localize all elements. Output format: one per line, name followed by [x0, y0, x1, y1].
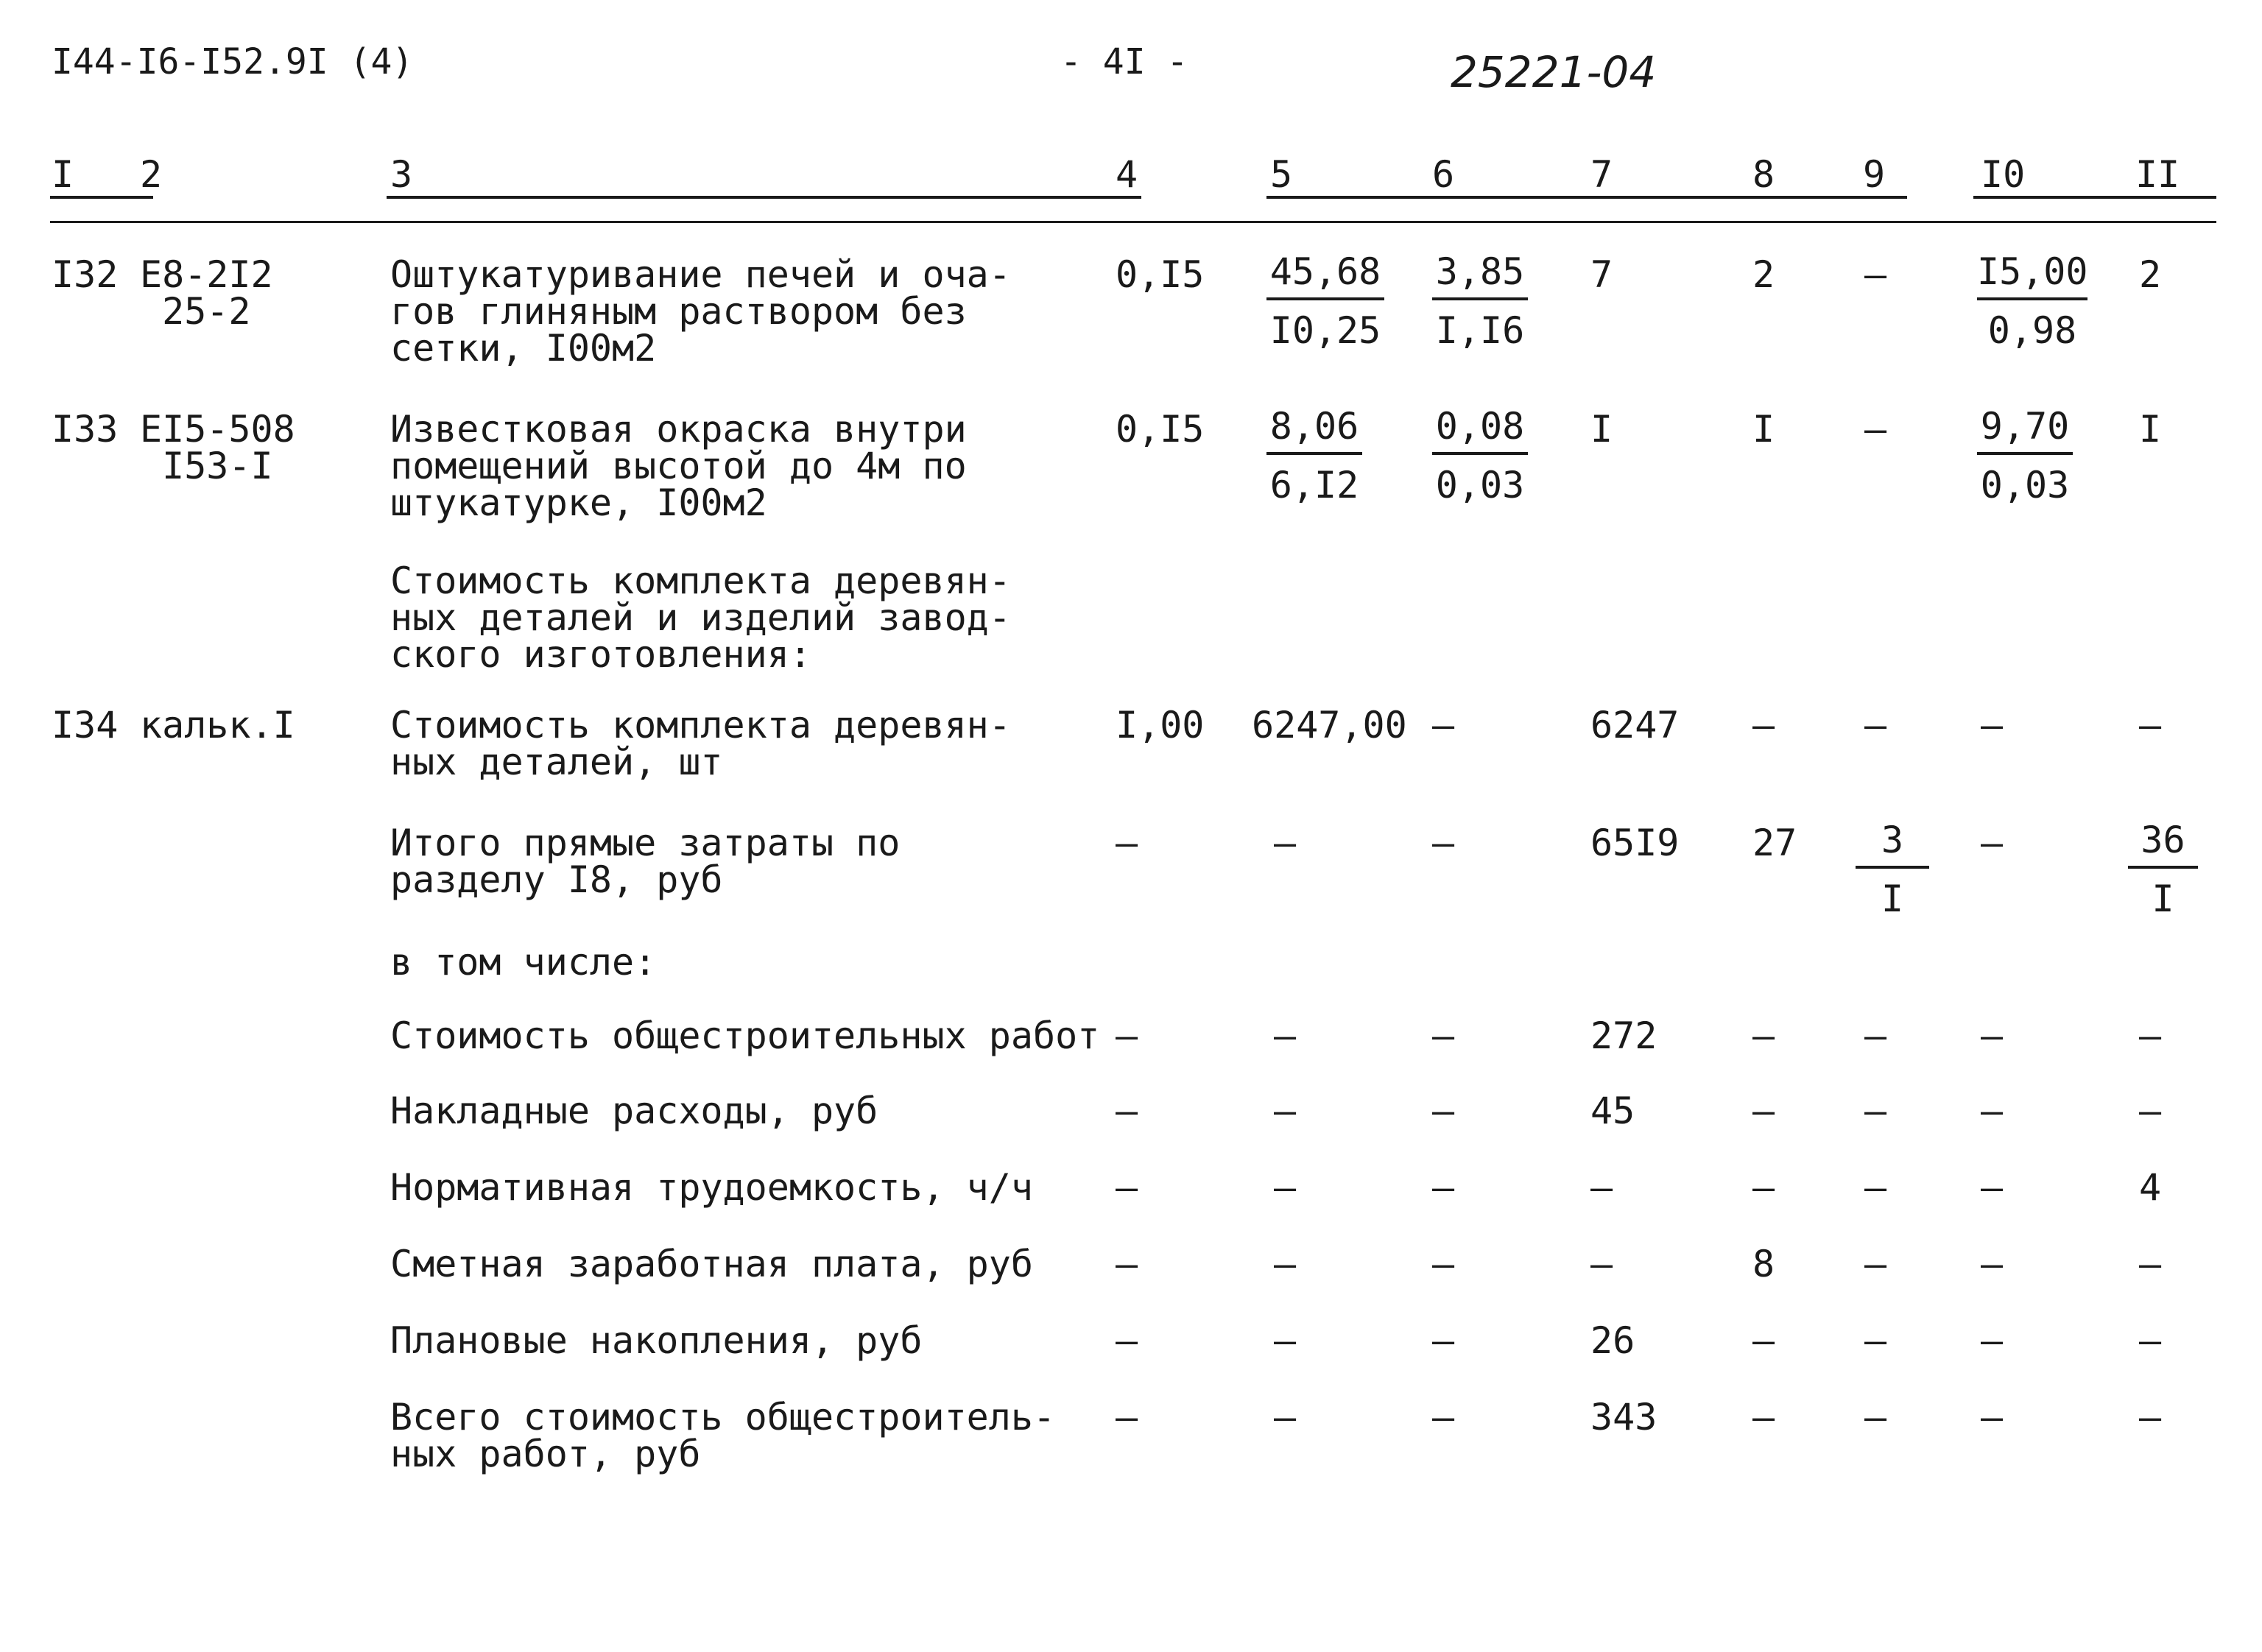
column-11-value: –: [2139, 1396, 2162, 1439]
column-4-value: –: [1116, 1090, 1138, 1132]
quantity: 0,I5: [1116, 408, 1205, 451]
column-11-value: 2: [2139, 253, 2162, 296]
header-underline: [50, 196, 153, 199]
norm-code: EI5-508 I53-I: [140, 408, 295, 487]
column-header-11: II: [2135, 153, 2180, 196]
total-cost: 26: [1590, 1319, 1635, 1362]
column-6-value: –: [1432, 1090, 1455, 1132]
fraction-bottom: I,I6: [1435, 309, 1525, 352]
breakdown-label: Сметная заработная плата, руб: [390, 1243, 1033, 1285]
including-label: в том числе:: [390, 941, 657, 984]
column-9-value: –: [1864, 704, 1887, 746]
column-9-value: –: [1864, 1319, 1887, 1362]
unit-cost-fraction: [1266, 247, 1384, 356]
column-9-value: –: [1864, 1396, 1887, 1439]
fraction-top: 3,85: [1432, 247, 1528, 300]
column-6-value: –: [1432, 1319, 1455, 1362]
quantity: 0,I5: [1116, 253, 1205, 296]
row-number: I32: [52, 253, 119, 296]
column-11-value: –: [2139, 1090, 2162, 1132]
column-9-fraction: [1856, 816, 1929, 925]
column-9-value: –: [1864, 1166, 1887, 1209]
labor-fraction: [1977, 402, 2073, 511]
fraction-bottom: I0,25: [1269, 309, 1381, 352]
breakdown-label: Нормативная трудоемкость, ч/ч: [390, 1166, 1033, 1209]
breakdown-label: Накладные расходы, руб: [390, 1090, 878, 1132]
fraction-bottom: 0,03: [1980, 464, 2070, 506]
column-4-value: –: [1116, 822, 1138, 864]
row-number: I33: [52, 408, 119, 451]
column-4-value: –: [1116, 1396, 1138, 1439]
fraction-top: 9,70: [1977, 402, 2073, 455]
total-cost: 6247: [1590, 704, 1680, 746]
column-header-6: 6: [1432, 153, 1455, 196]
fraction-top: I5,00: [1977, 247, 2087, 300]
column-header-9: 9: [1863, 153, 1886, 196]
column-10-value: –: [1981, 1166, 2004, 1209]
column-10-value: –: [1981, 1243, 2004, 1285]
wages: –: [1752, 704, 1775, 746]
section-subheading: Стоимость комплекта деревян- ных деталей и изделий завод- ского изготовления:: [390, 560, 1011, 676]
total-cost: –: [1590, 1166, 1613, 1209]
column-11-fraction: [2128, 816, 2198, 925]
fraction-bottom: 0,03: [1435, 464, 1525, 506]
wages: 2: [1752, 253, 1775, 296]
column-11-value: 4: [2139, 1166, 2162, 1209]
fraction-top: 45,68: [1266, 247, 1384, 300]
labor-fraction: [1977, 247, 2087, 356]
column-10-value: –: [1981, 1319, 2004, 1362]
wages: 27: [1752, 822, 1797, 864]
column-9-value: –: [1864, 1090, 1887, 1132]
norm-code: E8-2I2 25-2: [140, 253, 273, 333]
column-11-value: –: [2139, 1014, 2162, 1057]
fraction-bottom: 0,98: [1987, 309, 2077, 352]
page-number: - 4I -: [1060, 41, 1188, 82]
total-cost: I: [1590, 408, 1613, 451]
fraction-bottom: I: [2152, 878, 2174, 920]
fraction-top: 36: [2128, 816, 2198, 869]
machine-cost: –: [1432, 704, 1455, 746]
column-6-value: –: [1432, 1243, 1455, 1285]
header-rule: [50, 221, 2216, 223]
wages: –: [1752, 1090, 1775, 1132]
column-header-4: 4: [1116, 153, 1138, 196]
column-11-value: –: [2139, 1319, 2162, 1362]
column-header-7: 7: [1590, 153, 1613, 196]
breakdown-label: Плановые накопления, руб: [390, 1319, 923, 1362]
machine-cost-fraction: [1432, 402, 1528, 511]
column-9-value: –: [1864, 1243, 1887, 1285]
column-4-value: –: [1116, 1243, 1138, 1285]
column-4-value: –: [1116, 1166, 1138, 1209]
row-number: I34: [52, 704, 119, 746]
work-name: Оштукатуривание печей и оча- гов глиняным раствором без сетки, I00м2: [390, 253, 1011, 370]
column-10-value: –: [1981, 1014, 2004, 1057]
column-11-value: –: [2139, 704, 2162, 746]
column-header-10: I0: [1981, 153, 2026, 196]
fraction-top: 8,06: [1266, 402, 1362, 455]
column-10-value: –: [1981, 1396, 2004, 1439]
wages: –: [1752, 1014, 1775, 1057]
column-5-value: –: [1274, 1090, 1297, 1132]
fraction-top: 3: [1856, 816, 1929, 869]
unit-cost-fraction: [1266, 402, 1362, 511]
column-9-value: –: [1864, 408, 1887, 451]
total-cost: 343: [1590, 1396, 1657, 1439]
column-header-2: 2: [140, 153, 163, 196]
header-underline: [1973, 196, 2216, 199]
column-6-value: –: [1432, 1014, 1455, 1057]
summary-label: Итого прямые затраты по разделу I8, руб: [390, 822, 901, 901]
machine-cost-fraction: [1432, 247, 1528, 356]
wages: –: [1752, 1319, 1775, 1362]
column-10-value: –: [1981, 1090, 2004, 1132]
column-5-value: –: [1274, 1243, 1297, 1285]
column-10-value: –: [1981, 704, 2004, 746]
column-5-value: –: [1274, 1166, 1297, 1209]
column-5-value: –: [1274, 1319, 1297, 1362]
wages: 8: [1752, 1243, 1775, 1285]
breakdown-label: Стоимость общестроительных работ: [390, 1014, 1100, 1057]
wages: –: [1752, 1396, 1775, 1439]
total-cost: –: [1590, 1243, 1613, 1285]
column-6-value: –: [1432, 1396, 1455, 1439]
fraction-top: 0,08: [1432, 402, 1528, 455]
column-4-value: –: [1116, 1319, 1138, 1362]
column-5-value: –: [1274, 1014, 1297, 1057]
work-name: Известковая окраска внутри помещений высотой до 4м по штукатурке, I00м2: [390, 408, 967, 524]
column-header-3: 3: [390, 153, 413, 196]
column-5-value: –: [1274, 1396, 1297, 1439]
column-9-value: –: [1864, 1014, 1887, 1057]
work-name: Стоимость комплекта деревян- ных деталей, шт: [390, 704, 1011, 783]
column-11-value: –: [2139, 1243, 2162, 1285]
column-6-value: –: [1432, 1166, 1455, 1209]
column-4-value: –: [1116, 1014, 1138, 1057]
column-11-value: I: [2139, 408, 2162, 451]
column-9-value: –: [1864, 253, 1887, 296]
column-6-value: –: [1432, 822, 1455, 864]
column-header-8: 8: [1752, 153, 1775, 196]
total-cost: 45: [1590, 1090, 1635, 1132]
unit-cost: 6247,00: [1252, 704, 1407, 746]
column-header-1: I: [52, 153, 74, 196]
total-cost: 65I9: [1590, 822, 1680, 864]
header-underline: [1266, 196, 1907, 199]
total-cost: 7: [1590, 253, 1613, 296]
wages: I: [1752, 408, 1775, 451]
wages: –: [1752, 1166, 1775, 1209]
fraction-bottom: I: [1881, 878, 1904, 920]
column-10-value: –: [1981, 822, 2004, 864]
document-code: I44-I6-I52.9I (4): [52, 41, 414, 82]
header-underline: [387, 196, 1141, 199]
column-header-5: 5: [1270, 153, 1293, 196]
norm-code: кальк.I: [140, 704, 295, 746]
quantity: I,00: [1116, 704, 1205, 746]
breakdown-label: Всего стоимость общестроитель- ных работ, руб: [390, 1396, 1056, 1475]
fraction-bottom: 6,I2: [1269, 464, 1359, 506]
total-cost: 272: [1590, 1014, 1657, 1057]
handwritten-number: 25221-04: [1451, 47, 1657, 97]
column-5-value: –: [1274, 822, 1297, 864]
